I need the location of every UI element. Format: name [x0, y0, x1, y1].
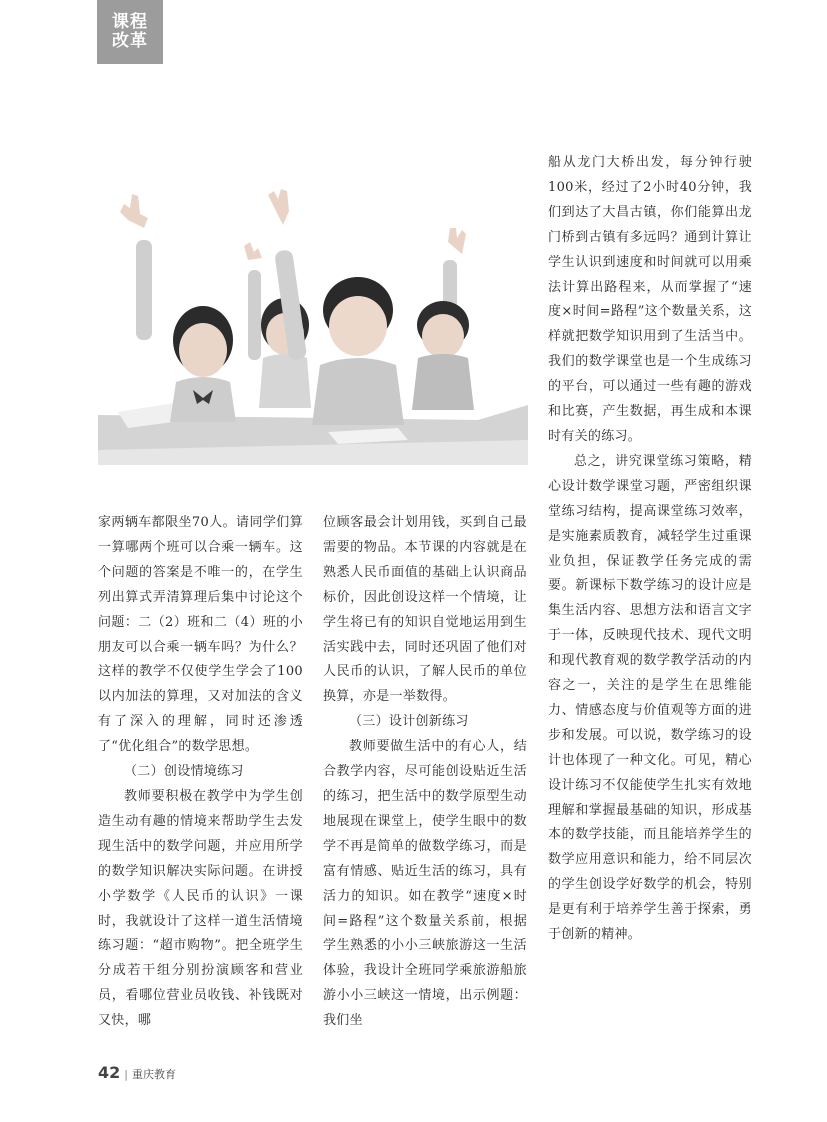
page-footer	[98, 1063, 176, 1082]
paragraph: 总之，讲究课堂练习策略，精心设计数学课堂习题，严密组织课堂练习结构，提高课堂练习效率，是实施素质教育，减轻学生过重课业负担，保证教学任务完成的需要。新课标下数学练习的设计应是集生活内容、思想方法和语言文字于一体，反映现代技术、现代文明和现代教育观的数学教学活动的内容之一，关注的是学生在思维能力、情感态度与价值观等方面的进步和发展。可以说，数学练习的设计也体现了一种文化。可见，精心设计练习不仅能使学生扎实有效地理解和掌握最基础的知识，形成基本的数学技能，而且能培养学生的数学应用意识和能力，给不同层次的学生创设学好数学的机会，特别是更有利于培养学生善于探索，勇于创新的精神。	[548, 453, 752, 943]
section-heading: （二）创设情境练习	[124, 764, 244, 780]
magazine-name: 重庆教育	[131, 1068, 176, 1081]
column-2	[323, 511, 527, 1034]
paragraph: 教师要积极在教学中为学生创造生动有趣的情境来帮助学生去发现生活中的数学问题，并应用所学的数学知识解决实际问题。在讲授小学数学《人民币的认识》一课时，我就设计了这样一道生活情境练习题：“超市购物”。把全班学生分成若干组分别扮演顾客和营业员，看哪位营业员收钱、补钱既对又快，哪	[98, 788, 303, 1029]
column-3	[548, 151, 752, 948]
section-tag-line2: 改革	[112, 31, 148, 51]
footer-separator: |	[124, 1068, 128, 1081]
section-heading: （三）设计创新练习	[349, 714, 469, 730]
children-photo	[98, 150, 528, 465]
page-number: 42	[98, 1063, 121, 1082]
paragraph: 船从龙门大桥出发，每分钟行驶100米，经过了2小时40分钟，我们到达了大昌古镇，你们能算出龙门桥到古镇有多远吗？通到计算让学生认识到速度和时间就可以用乘法计算出路程来，从而掌握了“速度×时间=路程”这个数量关系，这样就把数学知识用到了生活当中。我们的数学课堂也是一个生成练习的平台，可以通过一些有趣的游戏和比赛，产生数据，再生成和本课时有关的练习。	[548, 155, 752, 444]
section-tag-line1: 课程	[112, 12, 148, 32]
paragraph: 位顾客最会计划用钱，买到自己最需要的物品。本节课的内容就是在熟悉人民币面值的基础上认识商品标价，因此创设这样一个情境，让学生将已有的知识自觉地运用到生活实践中去，同时还巩固了他们对人民币的认识，了解人民币的单位换算，亦是一举数得。	[323, 515, 527, 705]
paragraph: 教师要做生活中的有心人，结合教学内容，尽可能创设贴近生活的练习，把生活中的数学原型生动地展现在课堂上，使学生眼中的数学不再是简单的做数学练习，而是富有情感、贴近生活的练习，具有活力的知识。如在教学“速度×时间=路程”这个数量关系前，根据学生熟悉的小小三峡旅游这一生活体验，我设计全班同学乘旅游船旅游小小三峡这一情境，出示例题：我们坐	[323, 739, 527, 1029]
column-1	[98, 511, 303, 1034]
paragraph: 家两辆车都限坐70人。请同学们算一算哪两个班可以合乘一辆车。这个问题的答案是不唯一的，在学生列出算式弄清算理后集中讨论这个问题：二（2）班和二（4）班的小朋友可以合乘一辆车吗？为什么？这样的教学不仅使学生学会了100以内加法的算理，又对加法的含义有了深入的理解，同时还渗透了“优化组合”的数学思想。	[98, 515, 303, 755]
children-illustration	[98, 150, 528, 465]
section-tag	[97, 0, 163, 64]
